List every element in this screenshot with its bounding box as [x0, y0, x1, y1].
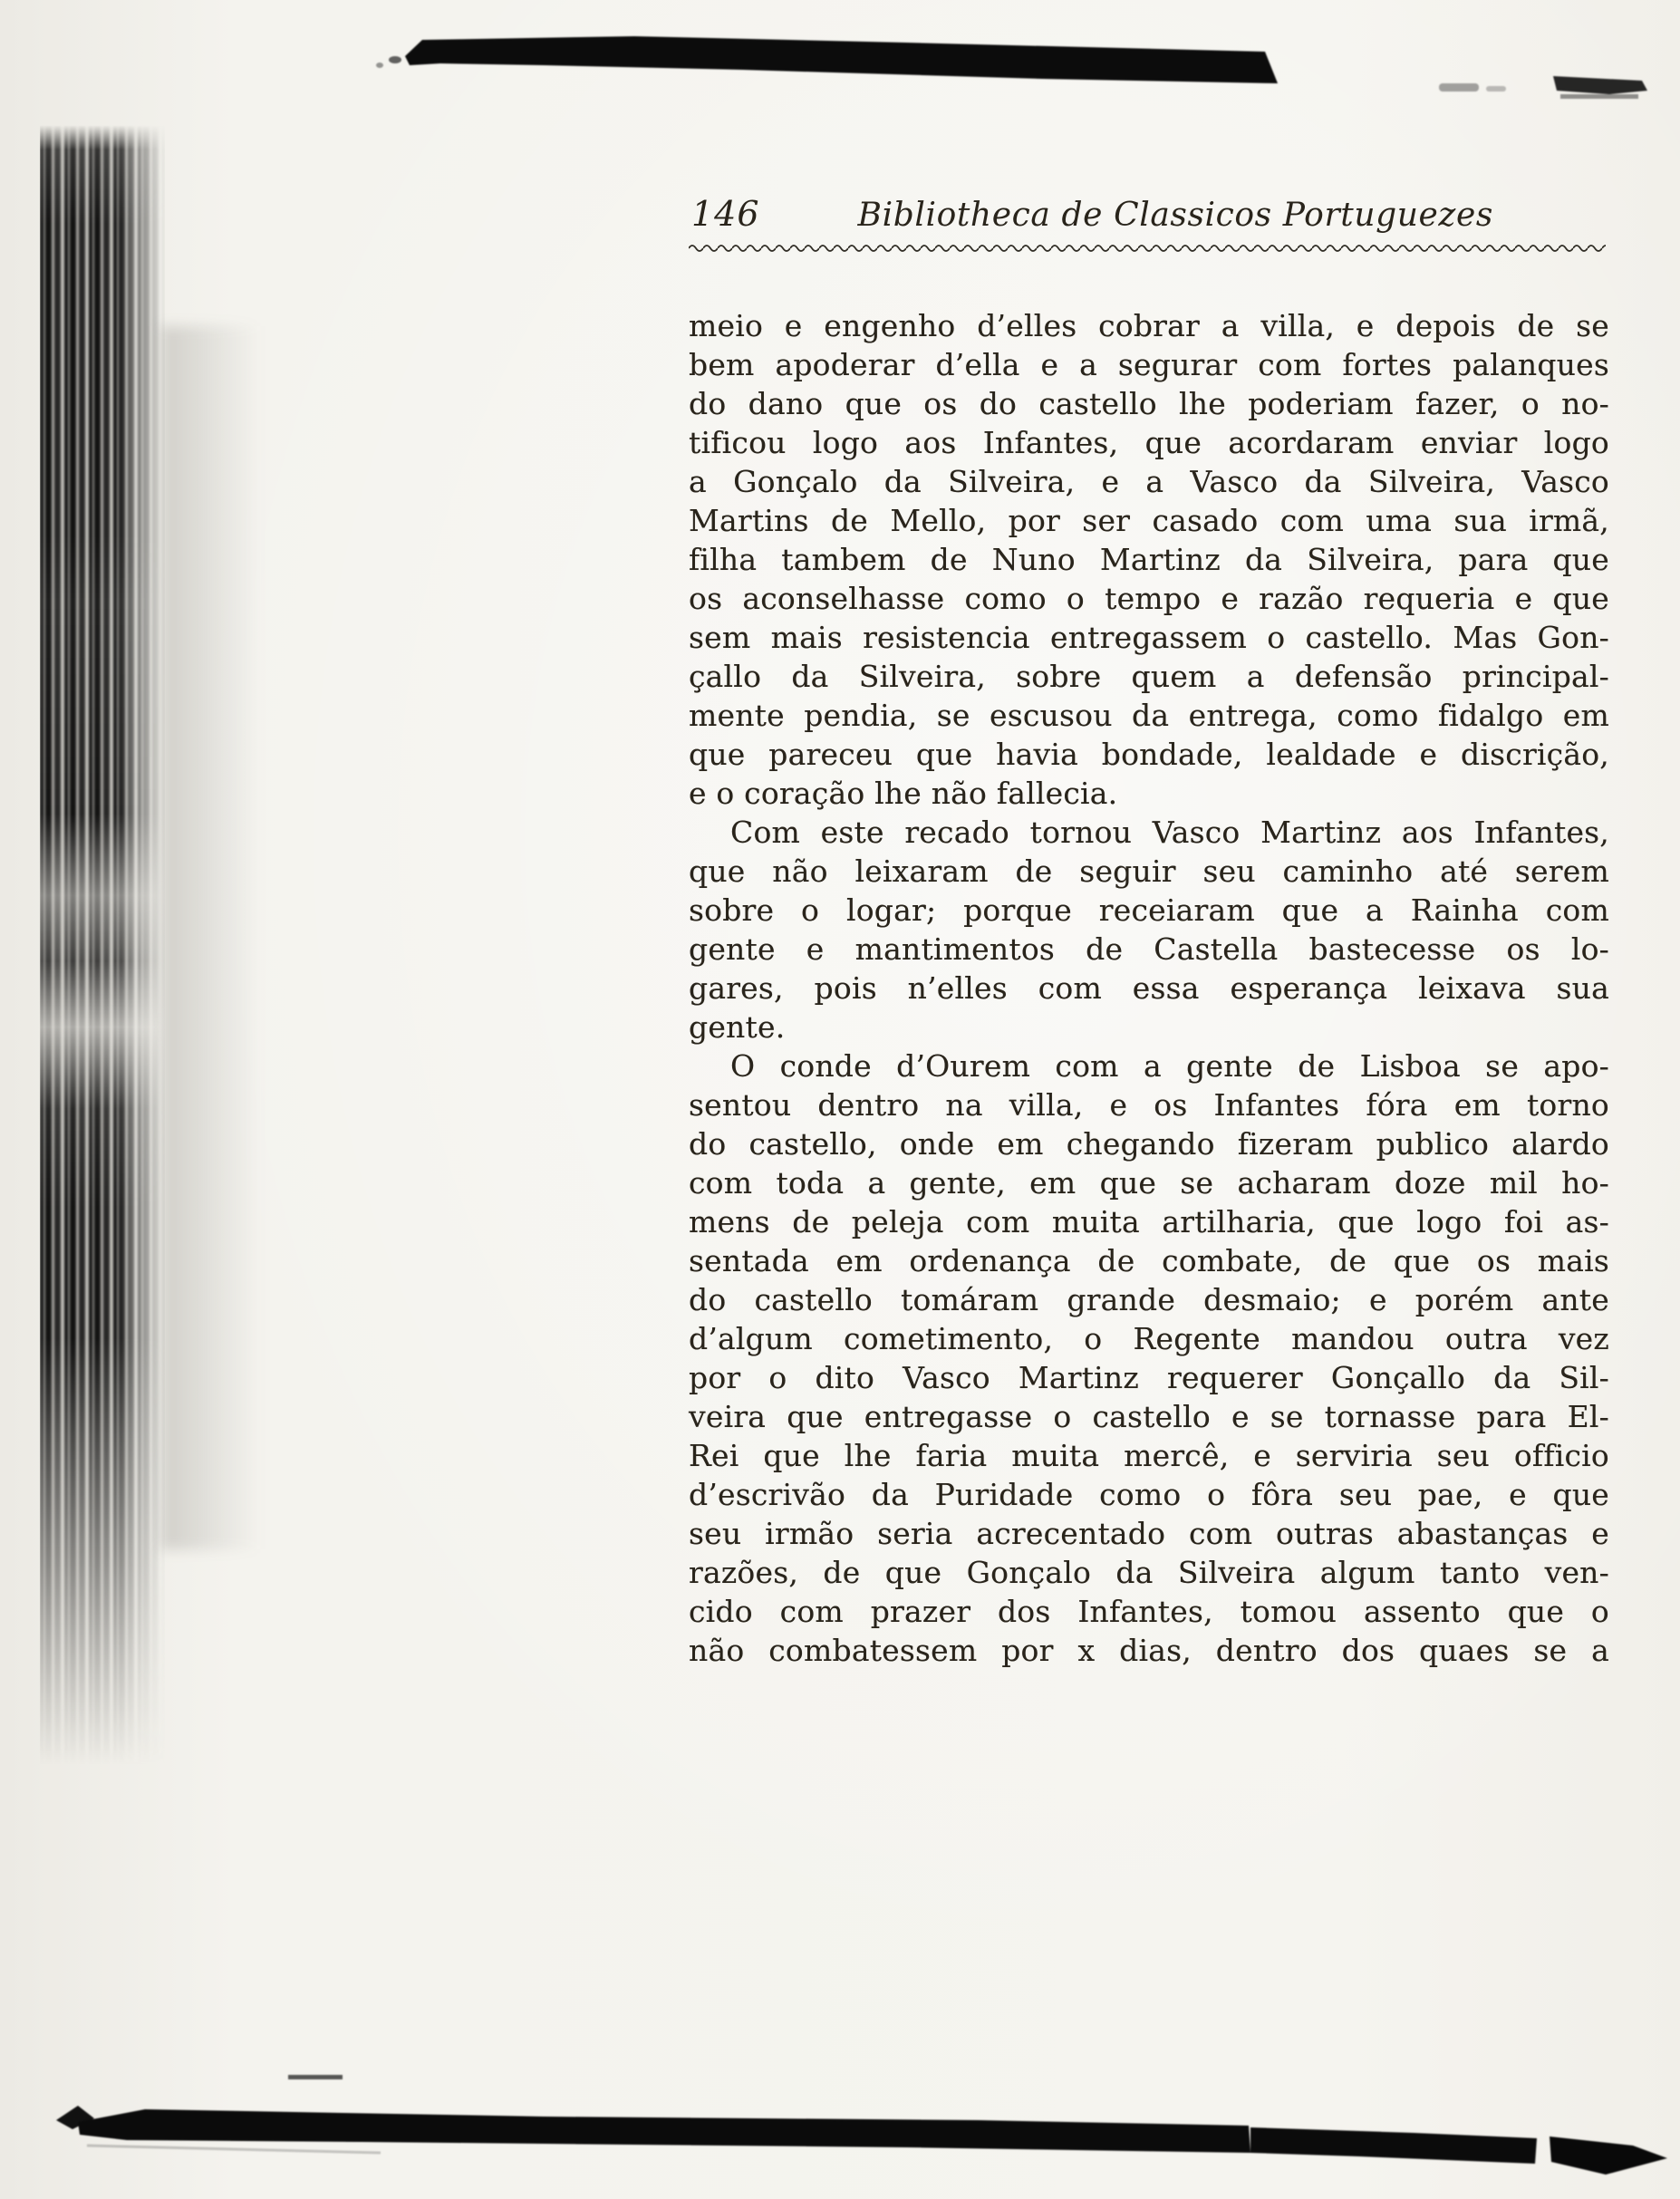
text-line: mente pendia, se escusou da entrega, como fidalgo em — [689, 698, 1609, 733]
header-wavy-rule — [689, 241, 1606, 254]
text-line: do castello tomáram grande desmaio; e porém ante — [689, 1282, 1609, 1317]
text-line: e o coração lhe não fallecia. — [689, 776, 1118, 811]
text-line: que pareceu que havia bondade, lealdade e discrição, — [689, 737, 1609, 772]
text-line: mens de peleja com muita artilharia, que logo foi as- — [689, 1204, 1609, 1239]
text-line: Martins de Mello, por ser casado com uma sua irmã, — [689, 503, 1609, 538]
text-line: que não leixaram de seguir seu caminho até serem — [689, 854, 1609, 889]
header-title: Bibliotheca de Classicos Portuguezes — [857, 197, 1493, 234]
top-ink-bar-shape — [405, 36, 1278, 83]
text-line: por o dito Vasco Martinz requerer Gonçallo da Sil- — [689, 1360, 1609, 1395]
body-text — [689, 306, 1609, 1670]
scan-gutter-shading — [161, 326, 261, 1549]
text-line: d’escrivão da Puridade como o fôra seu pae, e que — [689, 1477, 1609, 1512]
text-line: seu irmão seria acrecentado com outras abastanças e — [689, 1516, 1609, 1551]
bottom-bar-right — [1250, 2127, 1537, 2164]
text-line: com toda a gente, em que se acharam doze mil ho- — [689, 1165, 1609, 1201]
text-line: d’algum cometimento, o Regente mandou outra vez — [689, 1321, 1609, 1356]
text-line: gente e mantimentos de Castella bastecesse os lo- — [689, 931, 1609, 967]
text-line: do castello, onde em chegando fizeram publico alardo — [689, 1126, 1609, 1162]
text-line: O conde d’Ourem com a gente de Lisboa se apo- — [730, 1048, 1609, 1084]
text-line: meio e engenho d’elles cobrar a villa, e depois de se — [689, 308, 1609, 343]
text-line: filha tambem de Nuno Martinz da Silveira, para que — [689, 542, 1609, 577]
text-line: sem mais resistencia entregassem o castello. Mas Gon- — [689, 620, 1609, 655]
top-ink-speck — [376, 63, 383, 68]
top-right-ink-mark — [1560, 94, 1638, 99]
running-header — [691, 194, 1605, 234]
text-line: sentou dentro na villa, e os Infantes fóra em torno — [689, 1087, 1609, 1123]
text-line: Rei que lhe faria muita mercê, e serviria seu officio — [689, 1438, 1609, 1473]
top-right-smudge — [1439, 83, 1479, 92]
paragraph-3 — [689, 1046, 1609, 1670]
text-line: do dano que os do castello lhe poderiam fazer, o no- — [689, 386, 1609, 421]
text-line: sentada em ordenança de combate, de que os mais — [689, 1243, 1609, 1278]
text-line: Com este recado tornou Vasco Martinz aos Infantes, — [730, 815, 1609, 850]
text-line: veira que entregasse o castello e se tornasse para El- — [689, 1399, 1609, 1434]
top-right-ink-mark — [1553, 76, 1647, 94]
top-right-smudge — [1486, 86, 1506, 92]
text-line: gares, pois n’elles com essa esperança leixava sua — [689, 970, 1609, 1006]
page-number: 146 — [691, 194, 760, 234]
bottom-bar-left — [78, 2109, 1250, 2153]
wavy-rule-fill — [689, 241, 1606, 254]
text-line: bem apoderar d’ella e a segurar com fortes palanques — [689, 347, 1609, 382]
bottom-arrow-mark — [1550, 2136, 1667, 2175]
text-line: a Gonçalo da Silveira, e a Vasco da Silveira, Vasco — [689, 464, 1609, 499]
text-line: gente. — [689, 1009, 786, 1045]
text-line: não combatessem por x dias, dentro dos quaes se a — [689, 1633, 1609, 1668]
text-line: çallo da Silveira, sobre quem a defensão principal- — [689, 659, 1609, 694]
text-line: razões, de que Gonçalo da Silveira algum tanto ven- — [689, 1555, 1609, 1590]
scan-artifact-left-band — [40, 125, 165, 1765]
text-line: sobre o logar; porque receiaram que a Rainha com — [689, 892, 1609, 928]
bottom-faint-streak — [87, 2146, 381, 2153]
paragraph-1 — [689, 306, 1609, 813]
paragraph-2 — [689, 813, 1609, 1046]
text-line: os aconselhasse como o tempo e razão requeria e que — [689, 581, 1609, 616]
text-line: cido com prazer dos Infantes, tomou assento que o — [689, 1594, 1609, 1629]
scan-artifact-bottom-bars — [0, 2066, 1680, 2199]
top-ink-speck — [389, 56, 401, 63]
scan-artifact-top-bar — [0, 0, 1680, 118]
bottom-small-dash — [288, 2075, 343, 2079]
text-line: tificou logo aos Infantes, que acordaram enviar logo — [689, 425, 1609, 460]
